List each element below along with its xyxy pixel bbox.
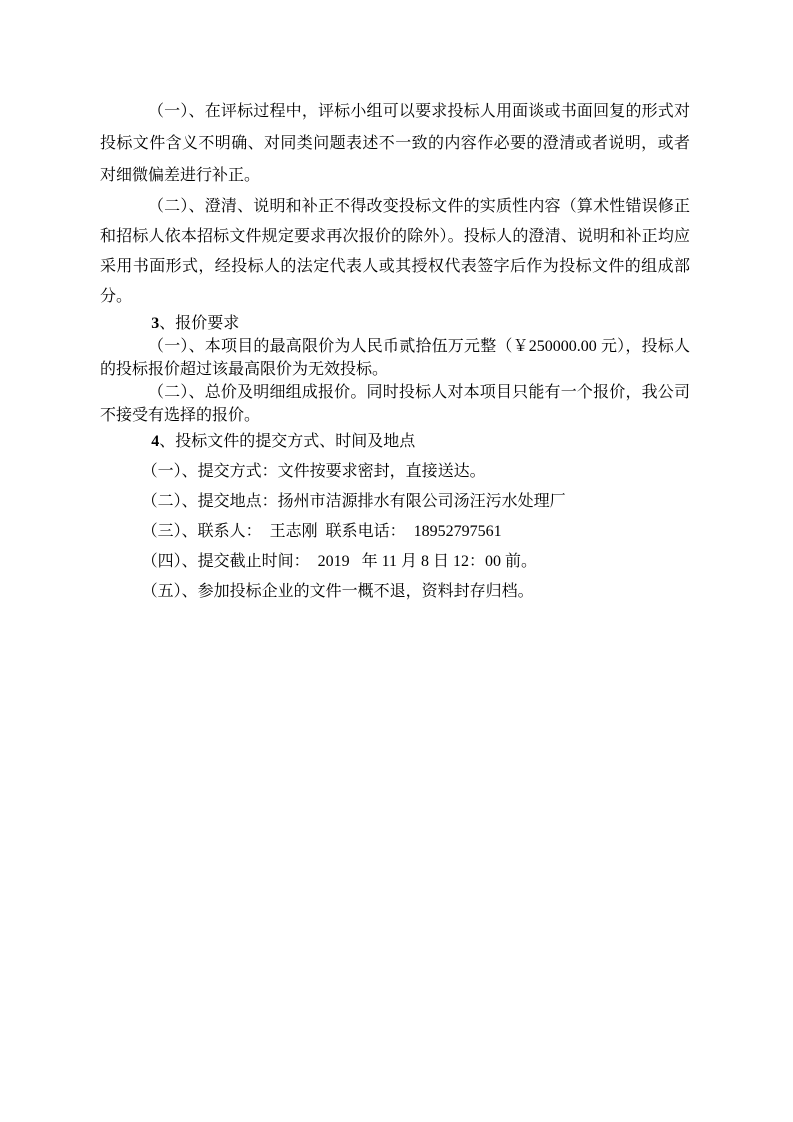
section-4-item-submission-method: （一）、提交方式：文件按要求密封，直接送达。 xyxy=(141,463,486,480)
section-4-item-no-return: （五）、参加投标企业的文件一概不退，资料封存归档。 xyxy=(141,583,534,600)
section-4-item-contact-person: （三）、联系人： 王志刚 联系电话： 18952797561 xyxy=(141,523,502,540)
section-4-heading xyxy=(100,427,690,457)
section-4-item-submission-location: （二）、提交地点：扬州市洁源排水有限公司汤汪污水处理厂 xyxy=(141,493,566,510)
section-3-item-max-price: （一）、本项目的最高限价为人民币贰拾伍万元整（￥250000.00 元），投标人的投标报价超过该最高限价为无效投标。 xyxy=(100,338,690,378)
paragraph-clarification-rules: （二）、澄清、说明和补正不得改变投标文件的实质性内容（算术性错误修正和招标人依本招标文件规定要求再次报价的除外）。投标人的澄清、说明和补正均应采用书面形式，经投标人的法定代表人或其授权代表签字后作为投标文件的组成部分。 xyxy=(100,198,690,305)
section-3-title: 、报价要求 xyxy=(159,315,240,332)
section-3-number: 3 xyxy=(151,315,160,332)
section-4-number: 4 xyxy=(151,433,160,450)
section-3-heading xyxy=(100,312,690,335)
paragraph-evaluation-clarification: （一）、在评标过程中，评标小组可以要求投标人用面谈或书面回复的形式对投标文件含义不明确、对同类问题表述不一致的内容作必要的澄清或者说明，或者对细微偏差进行补正。 xyxy=(100,103,690,184)
section-4-item-deadline: （四）、提交截止时间： 2019 年 11 月 8 日 12：00 前。 xyxy=(141,553,538,570)
section-3-item-single-quote: （二）、总价及明细组成报价。同时投标人对本项目只能有一个报价，我公司不接受有选择的报价。 xyxy=(100,384,690,424)
section-4-title: 、投标文件的提交方式、时间及地点 xyxy=(159,433,416,450)
